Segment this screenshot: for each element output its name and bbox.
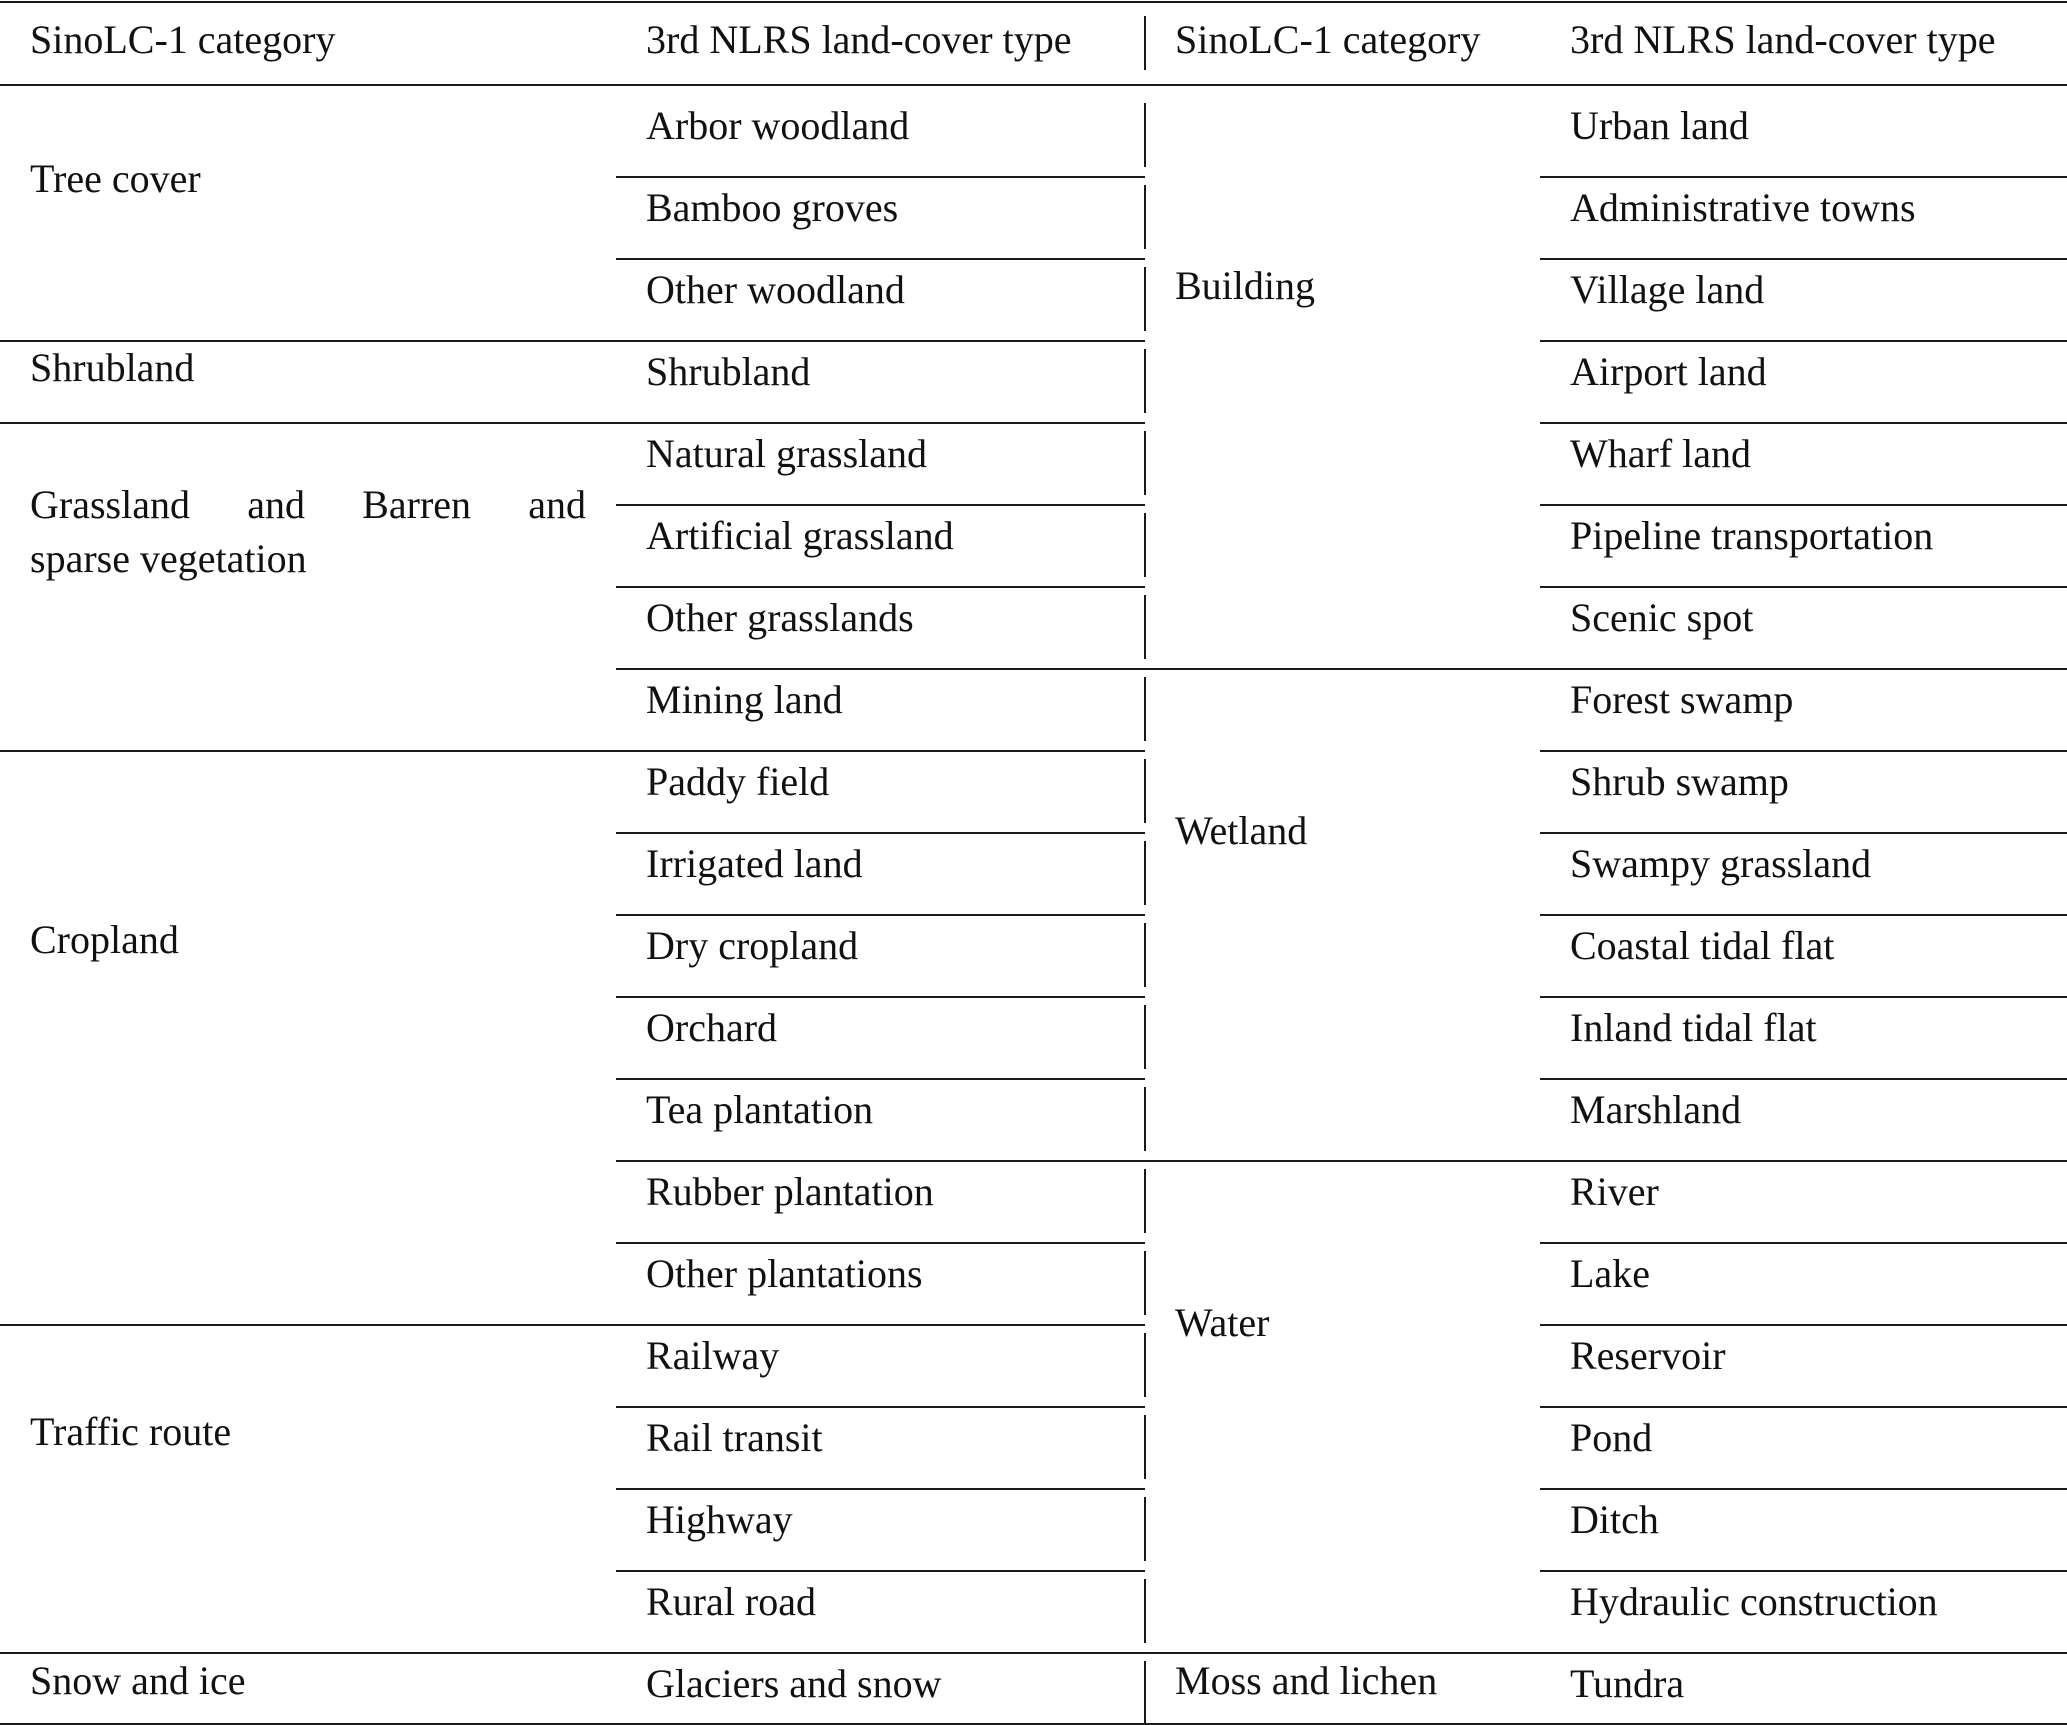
land-cover-type-left: Natural grassland [646, 431, 928, 476]
row-rule-right [1540, 1570, 2067, 1572]
row-rule-left [616, 504, 1145, 506]
column-separator [1144, 1333, 1146, 1397]
row-rule-left [616, 1406, 1145, 1408]
row-rule-left [0, 1324, 1145, 1326]
column-separator [1144, 1415, 1146, 1479]
row-rule-right [1540, 504, 2067, 506]
row-rule-right [1145, 668, 2067, 670]
land-cover-type-right: Village land [1570, 267, 1765, 312]
land-cover-type-left: Irrigated land [646, 841, 863, 886]
land-cover-type-right: Ditch [1570, 1497, 1659, 1542]
row-rule-right [1540, 258, 2067, 260]
row-rule-left [616, 258, 1145, 260]
column-separator [1144, 677, 1146, 741]
row-rule-right [1540, 914, 2067, 916]
land-cover-type-left: Orchard [646, 1005, 778, 1050]
land-cover-type-right: Swampy grassland [1570, 841, 1872, 886]
header-nlrs-type-right: 3rd NLRS land-cover type [1570, 17, 1996, 62]
column-separator [1144, 595, 1146, 659]
row-rule-right [1145, 1160, 2067, 1162]
header-column-separator [1144, 16, 1146, 70]
table-top-rule [0, 1, 2067, 3]
land-cover-type-left: Tea plantation [646, 1087, 874, 1132]
category-tree-cover: Tree cover [30, 156, 201, 201]
category-cropland: Cropland [30, 917, 179, 962]
row-rule-right [1540, 1324, 2067, 1326]
row-rule-left [0, 1652, 1145, 1654]
land-cover-type-left: Highway [646, 1497, 793, 1542]
row-rule-left [616, 1242, 1145, 1244]
land-cover-type-left: Other plantations [646, 1251, 923, 1296]
land-cover-type-right: Administrative towns [1570, 185, 1916, 230]
column-separator [1144, 513, 1146, 577]
row-rule-right [1540, 832, 2067, 834]
column-separator [1144, 923, 1146, 987]
land-cover-type-left: Glaciers and snow [646, 1661, 942, 1706]
header-nlrs-type-left: 3rd NLRS land-cover type [646, 17, 1072, 62]
category-grassland-barren [30, 478, 586, 586]
row-rule-left [616, 1078, 1145, 1080]
land-cover-type-left: Other woodland [646, 267, 905, 312]
category-shrubland: Shrubland [30, 345, 195, 390]
land-cover-type-right: Tundra [1570, 1661, 1685, 1706]
column-separator [1144, 267, 1146, 331]
row-rule-right [1540, 1406, 2067, 1408]
category-grassland-line2: sparse vegetation [30, 536, 307, 581]
land-cover-type-right: Reservoir [1570, 1333, 1726, 1378]
column-separator [1144, 841, 1146, 905]
row-rule-right [1540, 750, 2067, 752]
column-separator [1144, 1087, 1146, 1151]
land-cover-type-right: Lake [1570, 1251, 1650, 1296]
row-rule-left [616, 668, 1145, 670]
column-separator [1144, 431, 1146, 495]
land-cover-type-right: Shrub swamp [1570, 759, 1789, 804]
column-separator [1144, 103, 1146, 167]
category-traffic-route: Traffic route [30, 1409, 232, 1454]
row-rule-left [616, 586, 1145, 588]
land-cover-type-right: Pond [1570, 1415, 1653, 1460]
land-cover-type-right: Forest swamp [1570, 677, 1794, 722]
column-separator [1144, 1251, 1146, 1315]
row-rule-left [616, 1160, 1145, 1162]
land-cover-type-left: Rural road [646, 1579, 816, 1624]
land-cover-type-right: Coastal tidal flat [1570, 923, 1835, 968]
row-rule-right [1540, 586, 2067, 588]
land-cover-type-left: Mining land [646, 677, 843, 722]
land-cover-type-right: River [1570, 1169, 1659, 1214]
header-bottom-rule [0, 84, 2067, 86]
column-separator [1144, 349, 1146, 413]
row-rule-right [1540, 422, 2067, 424]
land-cover-type-left: Arbor woodland [646, 103, 910, 148]
land-cover-type-left: Paddy field [646, 759, 830, 804]
column-separator [1144, 1497, 1146, 1561]
header-sinolc-category-left: SinoLC-1 category [30, 17, 336, 62]
land-cover-type-left: Dry cropland [646, 923, 859, 968]
land-cover-type-right: Inland tidal flat [1570, 1005, 1817, 1050]
land-cover-type-right: Hydraulic construction [1570, 1579, 1938, 1624]
land-cover-type-left: Shrubland [646, 349, 811, 394]
row-rule-left [616, 996, 1145, 998]
row-rule-right [1540, 1242, 2067, 1244]
row-rule-right [1540, 176, 2067, 178]
row-rule-left [616, 176, 1145, 178]
category-grassland-line1: Grassland and Barren and [30, 482, 586, 527]
row-rule-right [1540, 996, 2067, 998]
category-wetland: Wetland [1175, 808, 1308, 853]
land-cover-type-right: Scenic spot [1570, 595, 1754, 640]
category-building: Building [1175, 263, 1316, 308]
land-cover-type-left: Railway [646, 1333, 780, 1378]
column-separator [1144, 1169, 1146, 1233]
row-rule-left [0, 422, 1145, 424]
land-cover-type-left: Rubber plantation [646, 1169, 934, 1214]
column-separator [1144, 185, 1146, 249]
row-rule-left [616, 1488, 1145, 1490]
column-separator [1144, 1579, 1146, 1643]
column-separator [1144, 1005, 1146, 1069]
category-moss-and-lichen: Moss and lichen [1175, 1658, 1438, 1703]
category-snow-and-ice: Snow and ice [30, 1658, 246, 1703]
row-rule-left [616, 1570, 1145, 1572]
land-cover-type-left: Other grasslands [646, 595, 914, 640]
row-rule-right [1145, 1652, 2067, 1654]
land-cover-type-right: Airport land [1570, 349, 1767, 394]
land-cover-type-left: Artificial grassland [646, 513, 954, 558]
land-cover-type-left: Rail transit [646, 1415, 823, 1460]
row-rule-left [616, 832, 1145, 834]
row-rule-right [1540, 340, 2067, 342]
row-rule-left [0, 750, 1145, 752]
land-cover-type-right: Urban land [1570, 103, 1749, 148]
land-cover-type-left: Bamboo groves [646, 185, 899, 230]
row-rule-left [616, 914, 1145, 916]
land-cover-type-right: Wharf land [1570, 431, 1752, 476]
land-cover-type-right: Marshland [1570, 1087, 1742, 1132]
column-separator [1144, 1661, 1146, 1725]
column-separator [1144, 759, 1146, 823]
row-rule-right [1540, 1488, 2067, 1490]
category-water: Water [1175, 1300, 1270, 1345]
row-rule-right [1540, 1078, 2067, 1080]
land-cover-type-right: Pipeline transportation [1570, 513, 1934, 558]
row-rule-left [0, 340, 1145, 342]
header-sinolc-category-right: SinoLC-1 category [1175, 17, 1481, 62]
